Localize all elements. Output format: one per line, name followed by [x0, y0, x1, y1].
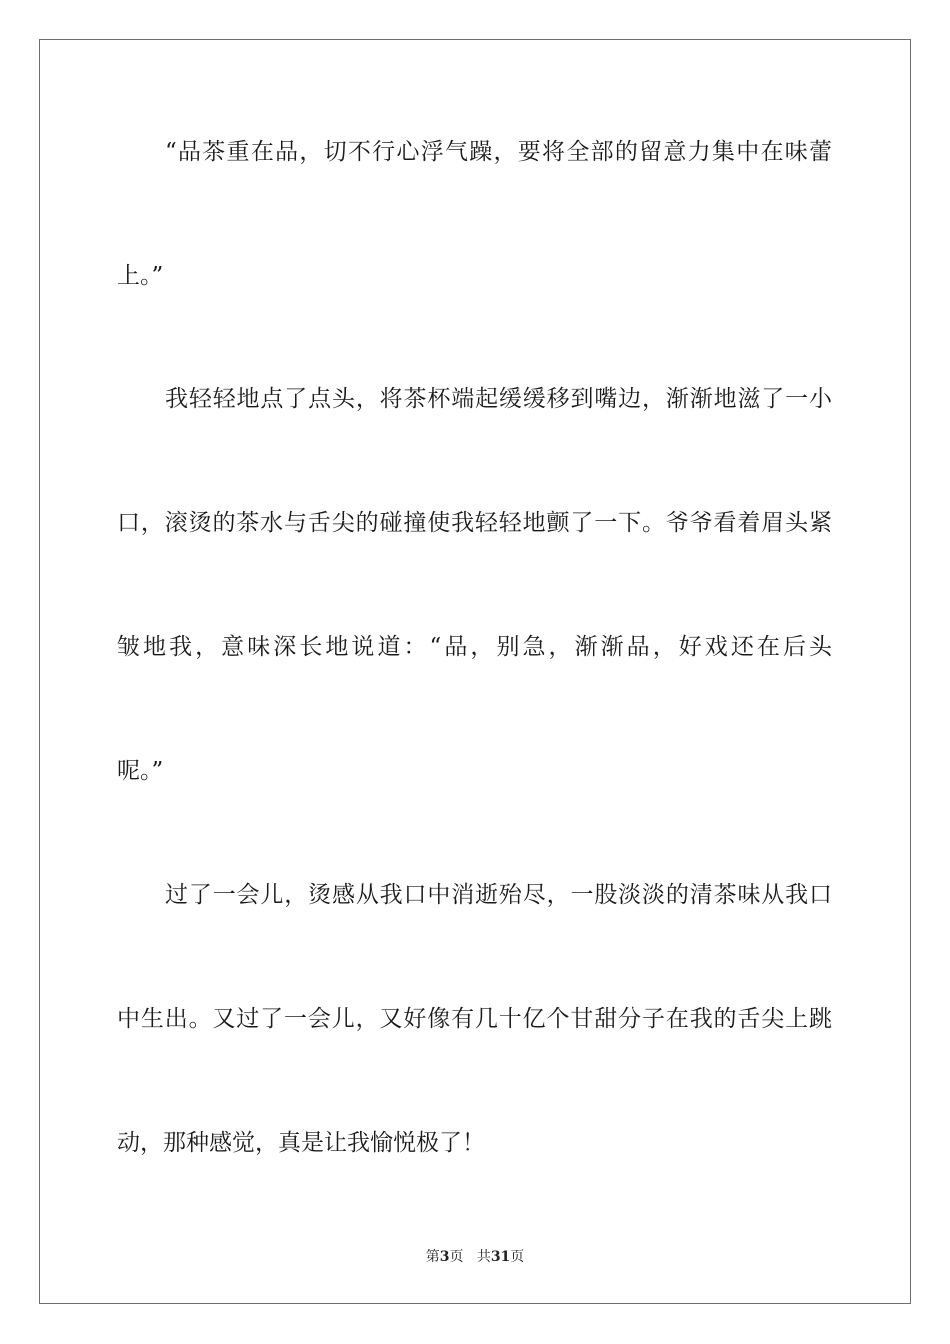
paragraph-3-line-2: 中生出。又过了一会儿，又好像有几十亿个甘甜分子在我的舌尖上跳 [117, 1006, 832, 1032]
footer-total-prefix: 共 [476, 1249, 491, 1265]
footer-total-suffix: 页 [510, 1249, 525, 1265]
paragraph-2-line-1: 我轻轻地点了点头，将茶杯端起缓缓移到嘴边，渐渐地滋了一小 [165, 386, 832, 412]
footer-page-suffix: 页 [449, 1249, 464, 1265]
footer-page-number: 3 [439, 1249, 450, 1265]
paragraph-2-line-3: 皱地我，意味深长地说道：“品，别急，渐渐品，好戏还在后头 [117, 634, 832, 660]
paragraph-3-line-3: 动，那种感觉，真是让我愉悦极了！ [117, 1130, 485, 1156]
paragraph-1-line-1: “品茶重在品，切不行心浮气躁，要将全部的留意力集中在味蕾 [165, 139, 832, 165]
footer-total-pages: 31 [490, 1249, 511, 1265]
footer-page-prefix: 第 [425, 1249, 440, 1265]
paragraph-2-line-4: 呢。” [117, 758, 164, 784]
page-border [39, 39, 911, 1304]
paragraph-2-line-2: 口，滚烫的茶水与舌尖的碰撞使我轻轻地颤了一下。爷爷看着眉头紧 [117, 510, 832, 536]
paragraph-1-line-2: 上。” [117, 263, 164, 289]
paragraph-3-line-1: 过了一会儿，烫感从我口中消逝殆尽，一股淡淡的清茶味从我口 [165, 882, 832, 908]
page-footer [0, 1248, 950, 1266]
